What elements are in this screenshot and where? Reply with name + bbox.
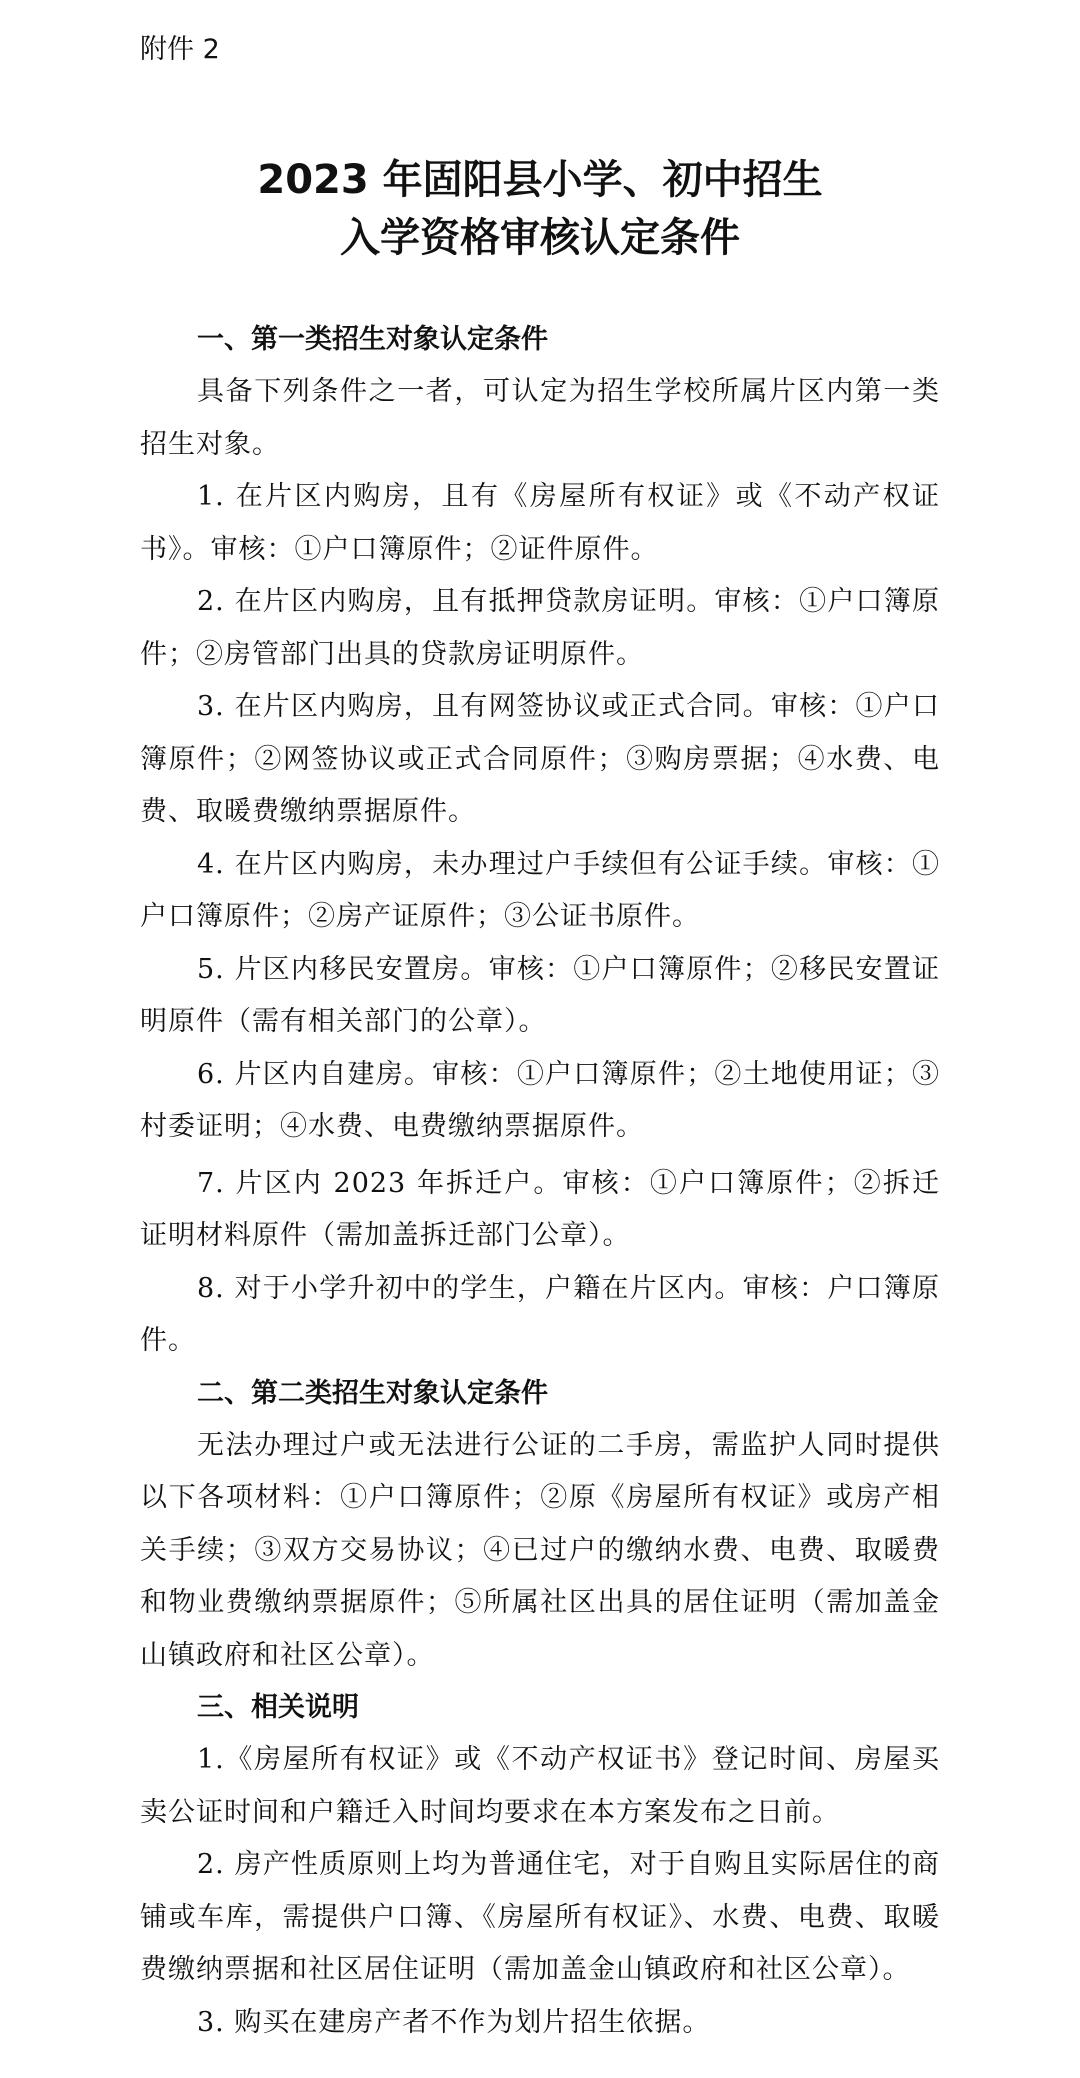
document-title-line-2: 入学资格审核认定条件 — [340, 215, 740, 261]
section-3-item-3: 3. 购买在建房产者不作为划片招生依据。 — [197, 2006, 711, 2038]
section-1-intro: 具备下列条件之一者，可认定为招生学校所属片区内第一类招生对象。 — [140, 376, 940, 460]
section-1-item-8: 8. 对于小学升初中的学生，户籍在片区内。审核：户口簿原件。 — [140, 1272, 940, 1356]
section-1-item-5: 5. 片区内移民安置房。审核：①户口簿原件；②移民安置证明原件（需有相关部门的公章）。 — [140, 953, 940, 1037]
section-3-item-2: 2. 房产性质原则上均为普通住宅，对于自购且实际居住的商铺或车库，需提供户口簿、《房屋所有权证》、水费、电费、取暖费缴纳票据和社区居住证明（需加盖金山镇政府和社区公章）。 — [140, 1849, 940, 1985]
document-title-line-1: 2023 年固阳县小学、初中招生 — [257, 157, 823, 203]
section-3-heading: 三、相关说明 — [197, 1692, 359, 1723]
section-2-heading: 二、第二类招生对象认定条件 — [197, 1377, 548, 1409]
section-3-item-1: 1.《房屋所有权证》或《不动产权证书》登记时间、房屋买卖公证时间和户籍迁入时间均要求在本方案发布之日前。 — [140, 1744, 940, 1828]
section-1-item-1: 1. 在片区内购房，且有《房屋所有权证》或《不动产权证书》。审核：①户口簿原件；②证件原件。 — [140, 481, 940, 565]
section-1-item-4: 4. 在片区内购房，未办理过户手续但有公证手续。审核：①户口簿原件；②房产证原件；③公证书原件。 — [140, 848, 940, 932]
section-1-item-6: 6. 片区内自建房。审核：①户口簿原件；②土地使用证；③村委证明；④水费、电费缴纳票据原件。 — [140, 1058, 940, 1142]
section-2-text: 无法办理过户或无法进行公证的二手房，需监护人同时提供以下各项材料：①户口簿原件；②原《房屋所有权证》或房产相关手续；③双方交易协议；④已过户的缴纳水费、电费、取暖费和物业费缴纳票据原件；⑤所属社区出具的居住证明（需加盖金山镇政府和社区公章）。 — [140, 1429, 940, 1671]
section-1-item-2: 2. 在片区内购房，且有抵押贷款房证明。审核：①户口簿原件；②房管部门出具的贷款房证明原件。 — [140, 586, 940, 670]
section-1-item-3: 3. 在片区内购房，且有网签协议或正式合同。审核：①户口簿原件；②网签协议或正式合同原件；③购房票据；④水费、电费、取暖费缴纳票据原件。 — [140, 691, 940, 827]
section-1-heading: 一、第一类招生对象认定条件 — [197, 324, 548, 355]
section-1-item-7: 7. 片区内 2023 年拆迁户。审核：①户口簿原件；②拆迁证明材料原件（需加盖拆迁部门公章）。 — [140, 1167, 940, 1251]
attachment-label: 附件 2 — [140, 34, 220, 65]
document-body — [140, 314, 940, 2049]
